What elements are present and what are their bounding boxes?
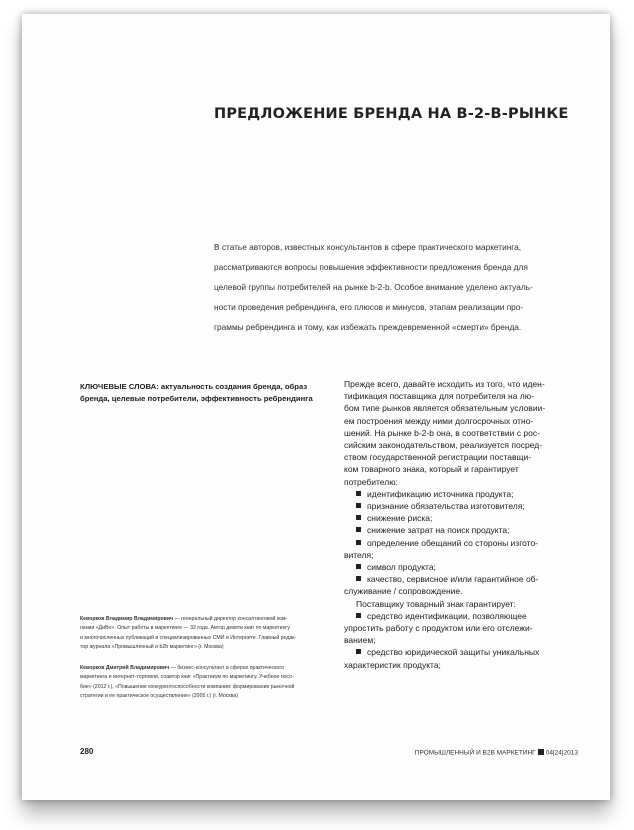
body-line: Прежде всего, давайте исходить из того, что иден-: [344, 379, 545, 389]
author-bio-line: [80, 664, 330, 673]
list-item-text: характеристик продукта;: [344, 659, 441, 670]
body-text: [344, 378, 600, 671]
author-bio-line: маркетинга и интернет-торговли, соавтор книг «Практикум по маркетингу. Учебное посо-: [80, 674, 294, 681]
list-item-text: снижение риска;: [367, 513, 433, 524]
bullet-square-icon: [356, 527, 361, 532]
list-item-text: признание обязательства изготовителя;: [367, 501, 525, 512]
body-line: потребителю:: [344, 476, 398, 487]
bullet-list: [344, 610, 600, 671]
abstract-line: ности проведения ребрендинга, его плюсов и минусов, этапам реализации про-: [214, 302, 524, 312]
article-abstract: [214, 237, 596, 337]
separator-square-icon: [538, 749, 544, 755]
list-item-text: упростить работу с продуктом или его отслежи-: [344, 623, 533, 634]
list-item-text: вителя;: [344, 549, 374, 560]
body-line: сийским законодательством, реализуется посред-: [344, 440, 542, 451]
body-line: тификация поставщика для потребителя на лю-: [344, 391, 534, 402]
bullet-square-icon: [356, 540, 361, 545]
bullet-square-icon: [356, 613, 361, 618]
list-item: [344, 610, 600, 647]
keywords-line: бренда, целевые потребители, эффективность ребрендинга: [80, 393, 313, 403]
document-page: [22, 14, 610, 800]
keywords: [80, 381, 320, 404]
author-bio-line: бие» (2012 г.), «Повышение конкурентоспособности компании: формирование рыночной: [80, 683, 295, 690]
body-line: шений. На рынке b-2-b она, в соответствии с рос-: [344, 427, 540, 438]
author-bio: [80, 615, 330, 653]
list-item-text: снижение затрат на поиск продукта;: [367, 525, 510, 536]
abstract-line: рассматриваются вопросы повышения эффективности предложения бренда для: [214, 262, 528, 272]
journal-name: ПРОМЫШЛЕННЫЙ И B2B МАРКЕТИНГ: [414, 749, 536, 757]
list-item-text: качество, сервисное и/или гарантийное об-: [367, 574, 539, 585]
list-item-text: идентификацию источника продукта;: [367, 488, 514, 499]
list-item-text: символ продукта;: [367, 562, 436, 573]
body-line: ем построения между ними долгосрочных отно-: [344, 415, 534, 426]
list-item: [344, 500, 600, 512]
bullet-square-icon: [356, 515, 361, 520]
body-line: бом типе рынков является обязательным условии-: [344, 403, 546, 414]
bullet-square-icon: [356, 576, 361, 581]
issue-number: 04|24|2013: [545, 749, 578, 757]
abstract-line: граммы ребрендинга и тому, как избежать преждевременной «смерти» бренда.: [214, 322, 522, 332]
list-item: [344, 646, 600, 670]
body-line: ком товарного знака, который и гарантирует: [344, 464, 519, 475]
list-item: [344, 524, 600, 536]
bullet-square-icon: [356, 649, 361, 654]
list-item: [344, 561, 600, 573]
author-bio-line: пании «ДиВо». Опыт работы в маркетинге — 32 года. Автор девяти книг по маркетингу: [80, 625, 290, 632]
body-paragraph: [344, 378, 600, 488]
article-title: ПРЕДЛОЖЕНИЕ БРЕНДА НА B-2-B-РЫНКЕ: [214, 106, 569, 122]
bullet-list: [344, 488, 600, 598]
abstract-line: целевой группы потребителей на рынке b-2-b. Особое внимание уделено актуаль-: [214, 282, 533, 292]
author-bio: [80, 664, 330, 702]
body-paragraph: Поставщику товарный знак гарантирует:: [356, 598, 516, 609]
author-bio-line: и многочисленных публикаций в специализированных СМИ и Интернете. Главный редак-: [80, 634, 297, 641]
author-name: Кеворков Владимир Владимирович: [80, 616, 174, 622]
bullet-square-icon: [356, 491, 361, 496]
bullet-square-icon: [356, 503, 361, 508]
list-item: [344, 537, 600, 561]
author-bio-line: стратегии и ее практическое осуществление» (2005 г.) (г. Москва): [80, 693, 238, 700]
bullet-square-icon: [356, 564, 361, 569]
list-item-text: средство юридической защиты уникальных: [367, 647, 540, 658]
author-name: Кеворков Дмитрий Владимирович: [80, 665, 170, 671]
body-line: ством государственной регистрации поставщи-: [344, 452, 532, 463]
page-number: 280: [80, 747, 94, 756]
abstract-line: В статье авторов, известных консультантов в сфере практического маркетинга,: [214, 242, 522, 252]
list-item-text: определение обещаний со стороны изгото-: [367, 537, 539, 548]
author-bio-text: — генеральный директор консалтинговой ком-: [173, 616, 288, 622]
list-item: [344, 488, 600, 500]
list-item-text: служивание / сопровождение.: [344, 586, 463, 597]
running-footer: [415, 749, 578, 757]
author-bio-text: — бизнес-консультант в сферах практического: [169, 665, 284, 671]
list-item-text: средство идентификации, позволяющее: [367, 610, 527, 621]
list-item-text: ванием;: [344, 635, 376, 646]
author-bio-line: тор журнала «Промышленный и b2b маркетинг» (г. Москва): [80, 644, 224, 651]
keywords-line: КЛЮЧЕВЫЕ СЛОВА: актуальность создания бренда, образ: [80, 382, 308, 391]
author-bio-line: [80, 615, 330, 624]
list-item: [344, 512, 600, 524]
list-item: [344, 573, 600, 597]
